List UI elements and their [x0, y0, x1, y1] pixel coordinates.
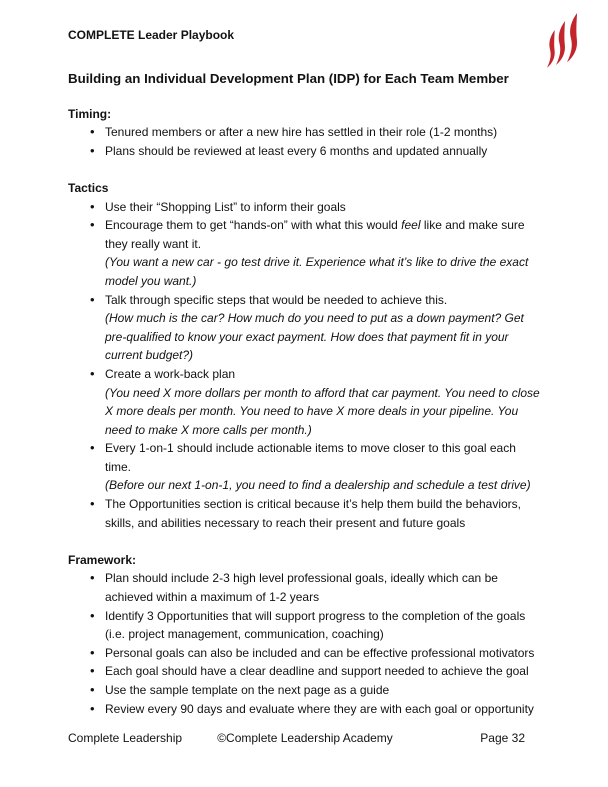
- footer-brand: Complete Leadership: [68, 731, 183, 746]
- bullet-text: Talk through specific steps that would be needed to achieve this.: [105, 292, 448, 307]
- bullet-text: Use the sample template on the next page as a guide: [105, 683, 390, 697]
- bullet-text: like and make sure they really want it.: [105, 218, 525, 251]
- bullet-note: (How much is the car? How much do you need to put as a down payment? Get pre-qualified to know your exact payment. How does that payment fit in your current budget?): [105, 311, 524, 363]
- footer-copyright: ©Complete Leadership Academy: [217, 731, 393, 746]
- footer-page-number: Page 32: [480, 731, 525, 746]
- bullet-item: [68, 607, 542, 644]
- section-heading: Timing:: [68, 106, 112, 121]
- bullet-item: [68, 662, 542, 681]
- bullet-list: [68, 198, 542, 533]
- bullet-text: Identify 3 Opportunities that will support progress to the completion of the goals (i.e. project management, communication, coaching): [105, 608, 526, 642]
- bullet-item: [68, 439, 542, 495]
- bullet-item: [68, 291, 542, 365]
- section: [68, 179, 542, 532]
- bullet-text: Review every 90 days and evaluate where they are with each goal or opportunity: [105, 701, 534, 716]
- document-header: COMPLETE Leader Playbook: [68, 28, 235, 42]
- bullet-note: (Before our next 1-on-1, you need to find a dealership and schedule a test drive): [105, 478, 531, 493]
- bullet-text: Personal goals can also be included and can be effective professional motivators: [105, 645, 535, 660]
- bullet-note: (You want a new car - go test drive it. Experience what it’s like to drive the exact model you want.): [105, 255, 529, 288]
- bullet-item: [68, 644, 542, 663]
- bullet-text: Plans should be reviewed at least every 6 months and updated annually: [105, 143, 488, 158]
- bullet-item: [68, 569, 542, 606]
- section: [68, 551, 542, 718]
- bullet-item: [68, 681, 542, 700]
- bullet-item: [68, 216, 542, 290]
- section-heading: Framework:: [68, 552, 137, 567]
- bullet-text: Encourage them to get “hands-on” with what this would: [105, 218, 402, 233]
- bullet-item: [68, 700, 542, 719]
- bullet-list: [68, 123, 542, 160]
- bullet-item: [68, 198, 542, 217]
- bullet-text: Create a work-back plan: [105, 366, 236, 381]
- bullet-text: Plan should include 2-3 high level professional goals, ideally which can be achieved within a maximum of 1-2 years: [105, 571, 498, 605]
- bullet-list: [68, 569, 542, 718]
- bullet-item: [68, 495, 542, 532]
- bullet-item: [68, 365, 542, 439]
- section: [68, 105, 542, 161]
- bullet-item: [68, 123, 542, 142]
- bullet-note: (You need X more dollars per month to afford that car payment. You need to close X more deals per month. You need to have X more deals in your pipeline. You need to make X more calls per month.): [105, 385, 540, 437]
- bullet-text: Every 1-on-1 should include actionable items to move closer to this goal each time.: [105, 441, 516, 474]
- bullet-text: Tenured members or after a new hire has settled in their role (1-2 months): [105, 125, 498, 140]
- page-title: Building an Individual Development Plan (IDP) for Each Team Member: [68, 70, 509, 86]
- section-heading: Tactics: [68, 180, 109, 195]
- bullet-text: feel: [401, 218, 421, 233]
- bullet-item: [68, 142, 542, 161]
- bullet-text: The Opportunities section is critical because it’s help them build the behaviors, skills, and abilities necessary to reach their present and future goals: [105, 497, 521, 530]
- sections-container: [68, 105, 542, 719]
- bullet-text: Each goal should have a clear deadline and support needed to achieve the goal: [105, 664, 529, 679]
- page-footer: [68, 729, 542, 748]
- bullet-text: Use their “Shopping List” to inform their goals: [105, 199, 346, 214]
- flame-logo-icon: [545, 13, 585, 69]
